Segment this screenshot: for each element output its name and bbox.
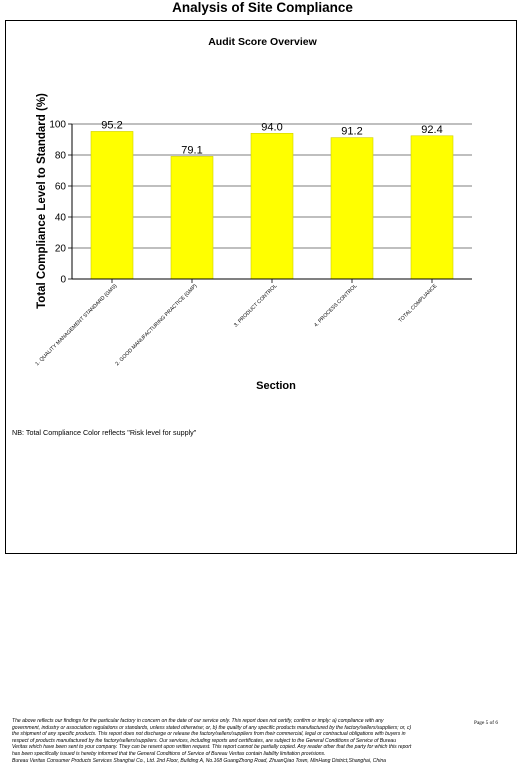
footer-line: The above reflects our findings for the particular factory in concern on the date of our service only. This report does not certify, confirm or imply: a) compliance with any xyxy=(12,718,384,724)
x-tick-label: 3. PRODUCT CONTROL xyxy=(233,283,279,329)
x-tick-label: 2. GOOD MANUFACTURING PRACTICE (GMP) xyxy=(114,283,199,368)
bar xyxy=(91,131,133,279)
footer-line: has been specifically issued is hereby informed that the General Conditions of Service of Bureau Veritas contain liability limitation provisions. xyxy=(12,750,326,757)
bar xyxy=(411,136,453,279)
y-axis-title: Total Compliance Level to Standard (%) xyxy=(36,93,48,309)
x-tick-label: TOTAL COMPLIANCE xyxy=(397,283,439,325)
page-number: Page 5 of 6 xyxy=(474,720,498,726)
risk-level-note: NB: Total Compliance Color reflects "Risk level for supply" xyxy=(12,428,197,437)
bar-value-label: 95.2 xyxy=(101,119,123,132)
footer-line: Veritas which have been sent to your company. They can be resent upon written request. This report cannot be partially copied. Any reader other that the party for which this report xyxy=(12,744,412,751)
page-title: Analysis of Site Compliance xyxy=(172,0,353,15)
bar-value-label: 94.0 xyxy=(261,121,283,134)
x-axis-title: Section xyxy=(256,380,296,392)
y-tick-label: 0 xyxy=(60,274,66,286)
footer-line: Bureau Veritas Consumer Products Services Shanghai Co., Ltd. 2nd Floor, Building A, No.168 GuangZhong Road, ZhuanQiao Town, MinHang District,Shanghai, China xyxy=(12,757,386,764)
bar xyxy=(251,133,293,279)
footer-line: respect of products manufactured by the factory/sellers/suppliers. Our services, including reports and certificates, are subject to the General Conditions of Service of Bureau xyxy=(12,737,397,744)
chart-title: Audit Score Overview xyxy=(208,36,317,48)
footer-line: government, industry or association regulations or standards, unless stated otherwise; or, b) the quality of any specific products manufactured by the factory/sellers/suppliers; or, c) xyxy=(12,724,412,731)
footer-line: the shipment of any specific products. This report does not discharge or release the factory/sellers/suppliers from their commercial, legal or contractual obligations with buyers in xyxy=(12,731,406,738)
bar-value-label: 92.4 xyxy=(421,123,443,136)
x-tick-label: 1. QUALITY MANAGEMENT STANDARD (GMS) xyxy=(34,283,119,368)
y-tick-label: 20 xyxy=(54,243,66,255)
bar xyxy=(331,138,373,279)
bar xyxy=(171,156,213,279)
y-tick-label: 60 xyxy=(54,181,66,193)
bar-value-label: 79.1 xyxy=(181,144,203,157)
y-tick-label: 80 xyxy=(54,150,66,162)
disclaimer-footer xyxy=(12,718,467,764)
y-tick-label: 100 xyxy=(49,119,66,131)
y-tick-label: 40 xyxy=(54,212,66,224)
x-tick-label: 4. PROCESS CONTROL xyxy=(313,283,359,329)
bar-value-label: 91.2 xyxy=(341,125,363,138)
